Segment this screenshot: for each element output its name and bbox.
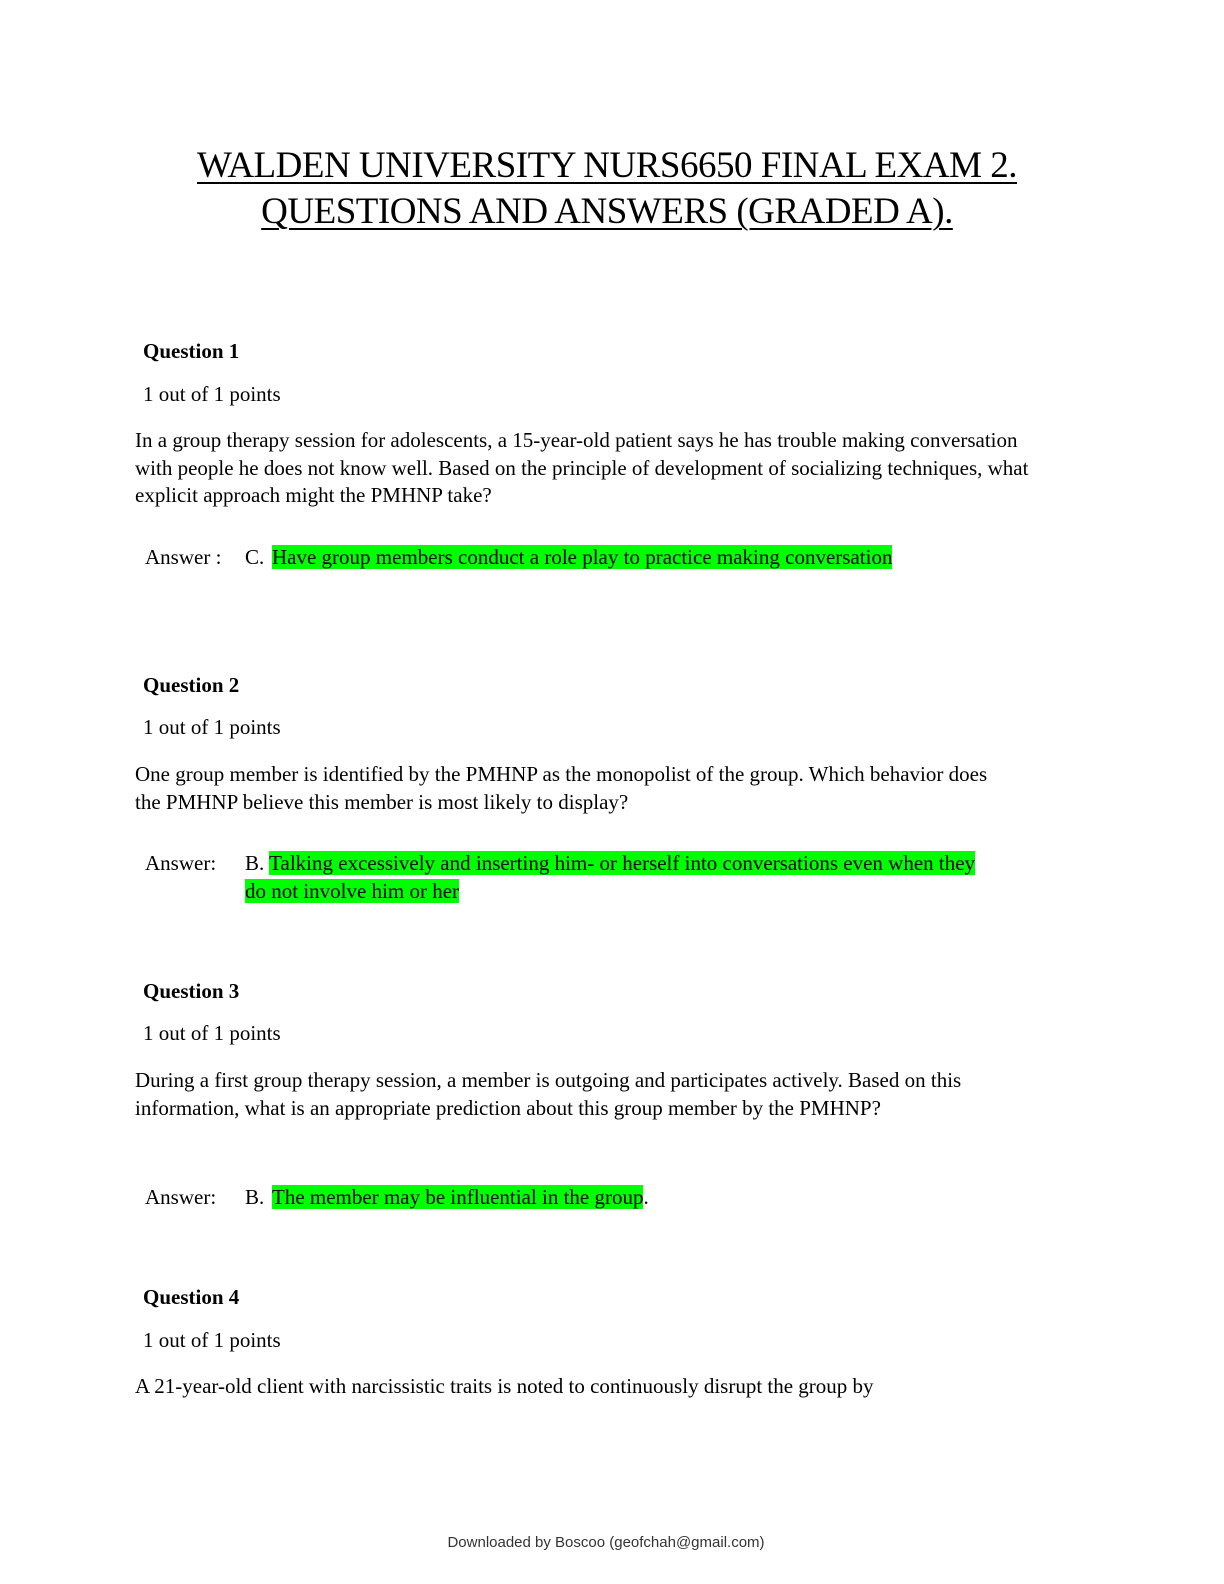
question-points: 1 out of 1 points	[143, 1328, 281, 1352]
answer-suffix: .	[643, 1185, 649, 1209]
download-footer: Downloaded by Boscoo (geofchah@gmail.com)	[447, 1534, 765, 1551]
question-points: 1 out of 1 points	[143, 382, 281, 406]
question-heading: Question 3	[143, 979, 240, 1003]
question-heading: Question 2	[143, 673, 240, 697]
answer-highlight: The member may be influential in the group	[272, 1185, 644, 1209]
answer-highlight: Have group members conduct a role play to practice making conversation	[272, 545, 893, 569]
answer-label: Answer:	[145, 851, 217, 875]
question-points: 1 out of 1 points	[143, 715, 281, 739]
question-points: 1 out of 1 points	[143, 1021, 281, 1045]
answer-letter: B.	[245, 1185, 265, 1209]
answer-label: Answer :	[145, 545, 222, 569]
question-text: One group member is identified by the PMHNP as the monopolist of the group. Which behavior does the PMHNP believe this member is most likely to display?	[135, 762, 988, 814]
answer-text	[272, 543, 1007, 571]
question-heading: Question 1	[143, 339, 240, 363]
question-text: During a first group therapy session, a member is outgoing and participates actively. Based on this information, what is an appropriate prediction about this group member by the PMHNP?	[135, 1068, 962, 1120]
answer-letter: B.	[245, 851, 265, 875]
page-title-line-1: WALDEN UNIVERSITY NURS6650 FINAL EXAM 2.	[197, 145, 1017, 186]
page-title-line-2: QUESTIONS AND ANSWERS (GRADED A).	[261, 191, 953, 232]
answer-highlight: Talking excessively and inserting him- or herself into conversations even when they do not involve him or her	[245, 851, 976, 903]
question-text: In a group therapy session for adolescents, a 15-year-old patient says he has trouble making conversation with people he does not know well. Based on the principle of development of socializing techniques, what explicit approach might the PMHNP take?	[135, 428, 1029, 507]
answer-text	[245, 849, 980, 905]
answer-label: Answer:	[145, 1185, 217, 1209]
page-title	[0, 143, 1214, 235]
question-text: A 21-year-old client with narcissistic traits is noted to continuously disrupt the group by	[135, 1374, 874, 1398]
answer-text	[272, 1183, 1007, 1211]
answer-letter: C.	[245, 545, 265, 569]
question-heading: Question 4	[143, 1285, 240, 1309]
